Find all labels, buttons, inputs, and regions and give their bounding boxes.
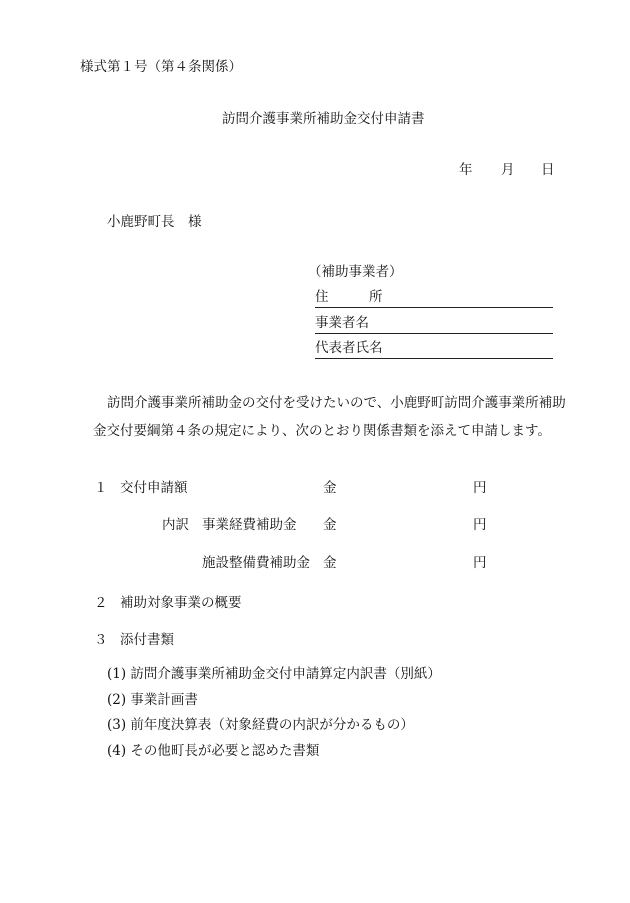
attachment-item: (2) 事業計画書 (107, 692, 198, 708)
business-name-line (315, 317, 553, 334)
item1-label: 事業経費補助金 (202, 517, 297, 533)
attachment-item: (4) その他町長が必要と認めた書類 (107, 743, 320, 759)
attachment-item: (1) 訪問介護事業所補助金交付申請算定内訳書（別紙） (107, 666, 441, 682)
address-line (315, 291, 553, 308)
business-name-label: 事業者名 (315, 315, 369, 331)
date-year: 年 (459, 162, 473, 178)
item2-yen: 円 (473, 555, 487, 571)
section2-label: 補助対象事業の概要 (120, 595, 242, 611)
item2-label: 施設整備費補助金 (202, 555, 310, 571)
date-day: 日 (541, 162, 555, 178)
body-paragraph-line-2: 金交付要綱第４条の規定により、次のとおり関係書類を添えて申請します。 (93, 423, 551, 439)
date-month: 月 (501, 162, 515, 178)
item1-yen: 円 (473, 517, 487, 533)
attachment-item: (3) 前年度決算表（対象経費の内訳が分かるもの） (107, 717, 414, 733)
body-paragraph-line-1: 訪問介護事業所補助金の交付を受けたいので、小鹿野町訪問介護事業所補助 (107, 395, 566, 411)
section3-number: ３ (94, 632, 108, 648)
breakdown-label: 内訳 (162, 517, 189, 533)
representative-line (315, 342, 553, 359)
item2-kin: 金 (323, 555, 337, 571)
section3-label: 添付書類 (120, 632, 174, 648)
document-title: 訪問介護事業所補助金交付申請書 (222, 111, 425, 127)
representative-label: 代表者氏名 (315, 340, 383, 356)
form-number: 様式第１号（第４条関係） (80, 59, 242, 75)
addressee: 小鹿野町長 様 (107, 214, 202, 230)
section1-label: 交付申請額 (120, 480, 188, 496)
section2-number: ２ (94, 595, 108, 611)
section1-yen: 円 (473, 480, 487, 496)
section1-kin: 金 (323, 480, 337, 496)
item1-kin: 金 (323, 517, 337, 533)
address-label: 住 所 (315, 289, 383, 305)
applicant-heading: （補助事業者） (308, 264, 403, 280)
section1-number: １ (94, 480, 108, 496)
